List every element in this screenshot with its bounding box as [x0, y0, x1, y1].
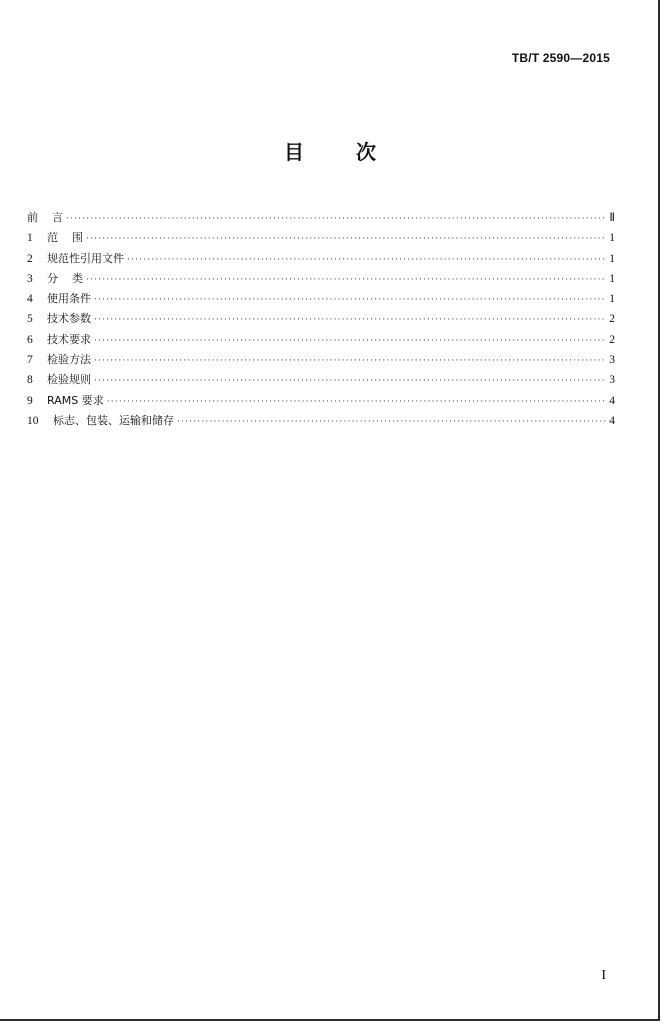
toc-entry-inspection-methods[interactable]: [27, 350, 615, 370]
toc-leader-dots: [94, 371, 606, 391]
toc-label: 技术要求: [47, 332, 91, 346]
toc-entry-technical-requirements[interactable]: [27, 330, 615, 350]
document-code: TB/T 2590—2015: [511, 51, 610, 65]
toc-page-number: 3: [609, 374, 615, 387]
toc-page-number: Ⅱ: [609, 212, 615, 224]
toc-number: 1: [27, 232, 33, 245]
toc-leader-dots: [107, 392, 607, 412]
toc-label: 范 围: [47, 231, 83, 245]
toc-entry-scope[interactable]: [27, 228, 615, 248]
page-number-footer: I: [601, 968, 606, 983]
toc-label: 使用条件: [47, 292, 91, 306]
toc-page-number: 2: [609, 313, 615, 326]
toc-leader-dots: [94, 290, 606, 310]
toc-number: 9: [27, 394, 33, 407]
toc-entry-inspection-rules[interactable]: [27, 370, 615, 390]
toc-number: 5: [27, 313, 33, 326]
toc-label: 检验规则: [47, 373, 91, 387]
toc-number: 6: [27, 333, 33, 346]
toc-entry-usage-conditions[interactable]: [27, 289, 615, 309]
toc-page-number: 1: [609, 232, 615, 245]
toc-page-number: 1: [609, 252, 615, 265]
toc-label: 技术参数: [47, 312, 91, 326]
toc-entry-foreword[interactable]: [27, 208, 615, 228]
toc-page-number: 1: [609, 293, 615, 306]
toc-label: 前 言: [27, 211, 63, 224]
toc-leader-dots: [66, 209, 606, 229]
page-title: [0, 136, 660, 165]
toc-leader-dots: [86, 229, 606, 249]
toc-page-number: 2: [609, 333, 615, 346]
toc-leader-dots: [94, 331, 606, 351]
toc-leader-dots: [177, 412, 606, 432]
toc-number: 7: [27, 354, 33, 367]
table-of-contents: [27, 208, 615, 431]
title-char-2: 次: [355, 140, 376, 164]
toc-entry-technical-parameters[interactable]: [27, 309, 615, 329]
toc-label: RAMS 要求: [47, 393, 104, 407]
toc-entry-marking-packaging[interactable]: [27, 411, 615, 431]
toc-number: 10: [27, 414, 39, 427]
title-char-1: 目: [284, 140, 305, 164]
toc-page-number: 4: [609, 414, 615, 427]
toc-label: 标志、包装、运输和储存: [53, 413, 174, 427]
toc-leader-dots: [94, 351, 606, 371]
toc-entry-normative-references[interactable]: [27, 249, 615, 269]
toc-leader-dots: [127, 250, 606, 270]
toc-label: 检验方法: [47, 353, 91, 367]
toc-number: 2: [27, 252, 33, 265]
toc-number: 4: [27, 293, 33, 306]
toc-page-number: 1: [609, 272, 615, 285]
toc-number: 8: [27, 374, 33, 387]
toc-leader-dots: [86, 270, 606, 290]
toc-page-number: 4: [609, 394, 615, 407]
toc-page-number: 3: [609, 354, 615, 367]
toc-label: 分 类: [47, 271, 83, 285]
toc-entry-rams-requirements[interactable]: [27, 391, 615, 411]
toc-leader-dots: [94, 310, 606, 330]
toc-label: 规范性引用文件: [47, 251, 124, 265]
toc-number: 3: [27, 272, 33, 285]
toc-entry-classification[interactable]: [27, 269, 615, 289]
